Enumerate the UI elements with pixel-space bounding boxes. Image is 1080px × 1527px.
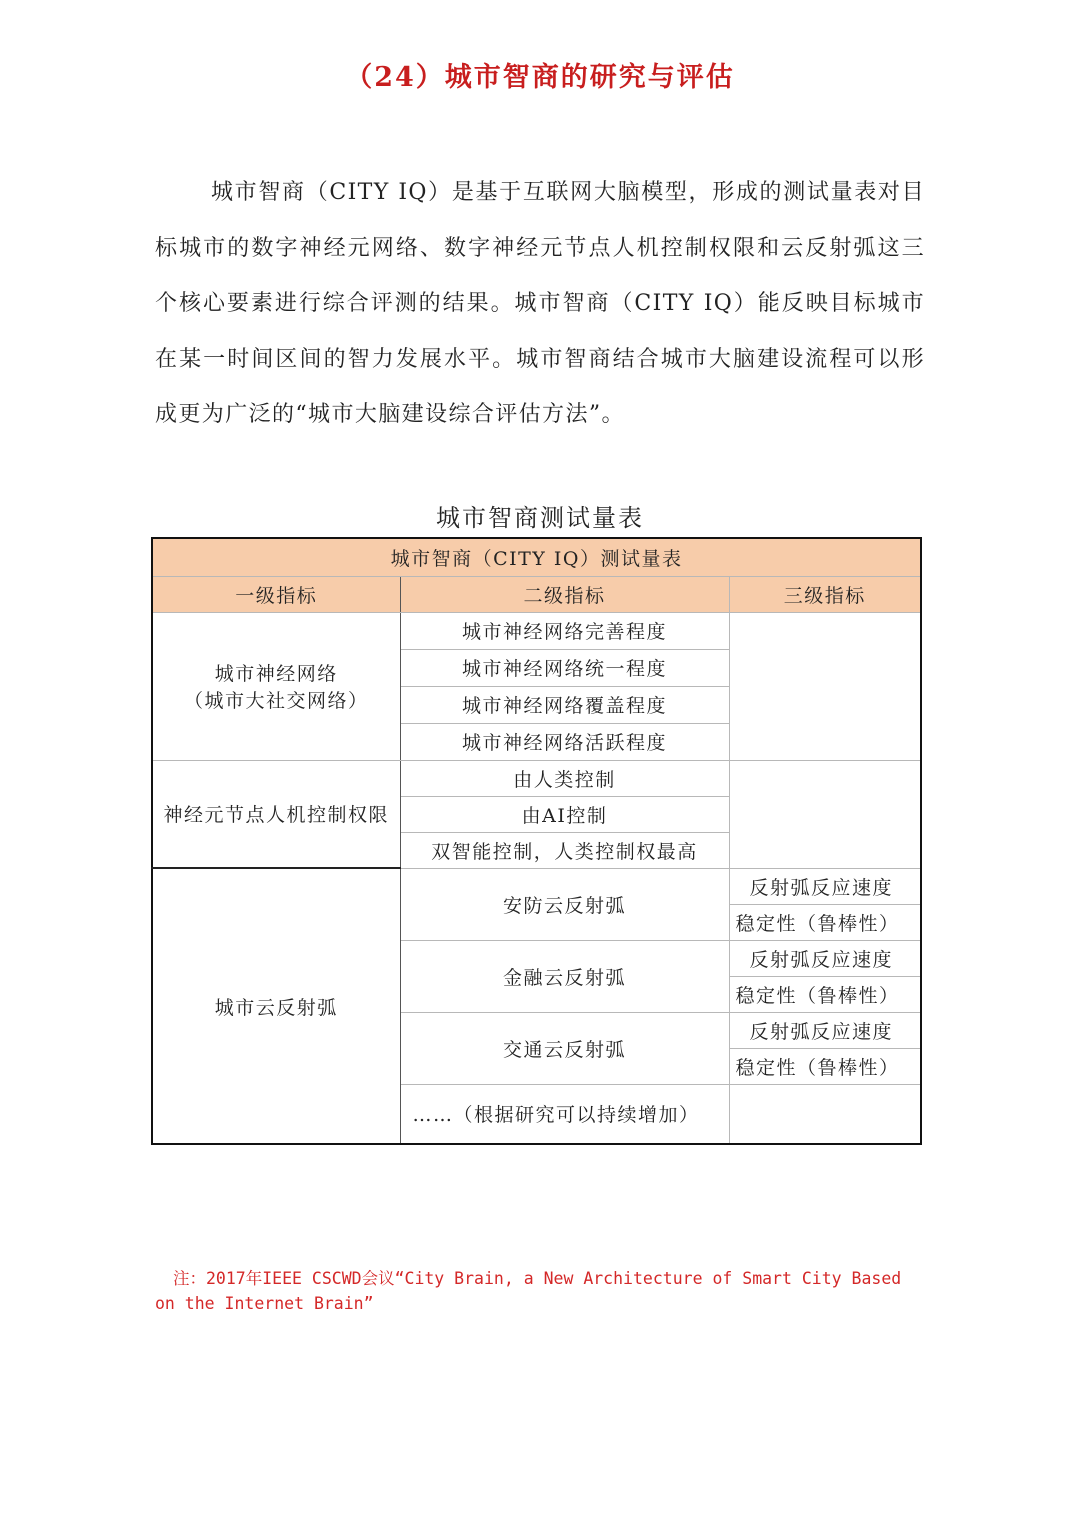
level2-item: 由AI控制	[400, 796, 729, 832]
level3-empty	[729, 1084, 921, 1144]
footnote: 注：2017年IEEE CSCWD会议“City Brain, a New Architecture of Smart City Based on the Internet Brain”	[155, 1269, 902, 1313]
level3-metric: 反射弧反应速度	[729, 940, 921, 976]
level2-arc: 金融云反射弧	[400, 940, 729, 1012]
column-header-level2: 二级指标	[400, 576, 729, 612]
level2-arc: 交通云反射弧	[400, 1012, 729, 1084]
level2-item: 双智能控制，人类控制权最高	[400, 832, 729, 868]
level2-item: 城市神经网络统一程度	[400, 649, 729, 686]
table-header-title: 城市智商（CITY IQ）测试量表	[152, 538, 921, 576]
level1-cloud-reflex-arc: 城市云反射弧	[152, 868, 400, 1144]
level2-item: 城市神经网络完善程度	[400, 612, 729, 649]
level3-metric: 稳定性（鲁棒性）	[729, 904, 921, 940]
intro-paragraph: 城市智商（CITY IQ）是基于互联网大脑模型，形成的测试量表对目标城市的数字神经元网络、数字神经元节点人机控制权限和云反射弧这三个核心要素进行综合评测的结果。城市智商（CITY IQ）能反映目标城市在某一时间区间的智力发展水平。城市智商结合城市大脑建设流程可以形成更为广泛的“城市大脑建设综合评估方法”。	[155, 180, 925, 427]
level1-sublabel: （城市大社交网络）	[183, 690, 369, 712]
city-iq-table	[151, 537, 922, 1145]
column-header-level3: 三级指标	[729, 576, 921, 612]
level1-node-control: 神经元节点人机控制权限	[152, 760, 400, 868]
page-title: （24）城市智商的研究与评估	[345, 62, 735, 93]
level3-empty	[729, 760, 921, 868]
level2-item: 由人类控制	[400, 760, 729, 796]
level2-arc: 安防云反射弧	[400, 868, 729, 940]
level2-more: ……（根据研究可以持续增加）	[400, 1084, 729, 1144]
level3-metric: 稳定性（鲁棒性）	[729, 1048, 921, 1084]
level3-empty	[729, 612, 921, 760]
level3-metric: 稳定性（鲁棒性）	[729, 976, 921, 1012]
level1-label: 城市神经网络	[214, 663, 338, 685]
level3-metric: 反射弧反应速度	[729, 1012, 921, 1048]
level3-metric: 反射弧反应速度	[729, 868, 921, 904]
level2-item: 城市神经网络覆盖程度	[400, 686, 729, 723]
level2-item: 城市神经网络活跃程度	[400, 723, 729, 760]
level1-city-neural-network	[152, 612, 400, 760]
column-header-level1: 一级指标	[152, 576, 400, 612]
table-caption: 城市智商测试量表	[436, 504, 644, 532]
